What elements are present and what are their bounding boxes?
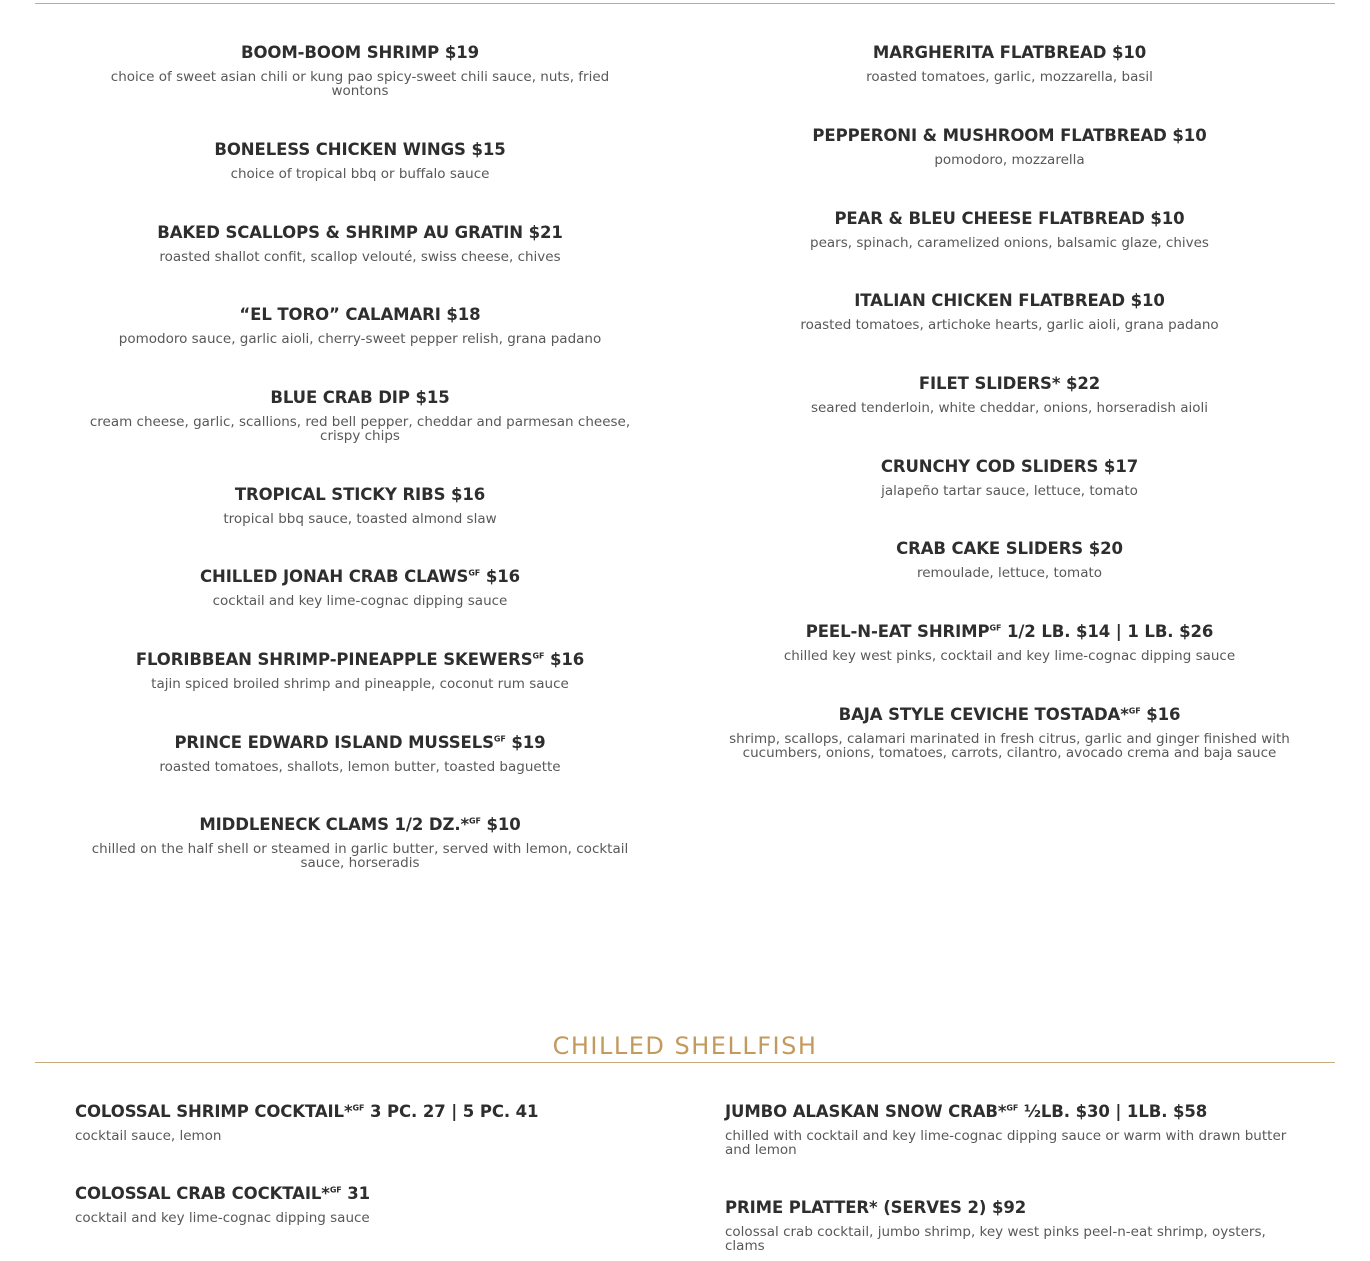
item-description: seared tenderloin, white cheddar, onions, horseradish aioli — [810, 400, 1209, 416]
menu-item — [75, 43, 645, 98]
menu-item — [717, 622, 1302, 663]
gluten-free-mark: GF — [469, 816, 481, 826]
menu-item — [75, 388, 645, 443]
item-name: PEAR & BLEU CHEESE FLATBREAD $10 — [834, 209, 1185, 228]
item-name: PEEL-N-EAT $SHRIMP^{GF}$ 1/2 LB. $14 | 1 LB. $26 — [805, 622, 1214, 641]
item-name: TROPICAL STICKY RIBS $16 — [234, 485, 486, 504]
item-name: CRUNCHY COD SLIDERS $17 — [880, 457, 1139, 476]
menu-item — [75, 650, 645, 691]
menu-item — [717, 43, 1302, 84]
item-description: chilled key west pinks, cocktail and key lime-cognac dipping sauce — [783, 648, 1236, 664]
menu-item — [75, 815, 645, 870]
item-description: roasted tomatoes, shallots, lemon butter, toasted baguette — [159, 759, 561, 775]
item-name: FLORIBBEAN SHRIMP-PINEAPPLE $SKEWERS^{GF}$ $16 — [135, 650, 585, 669]
item-description: roasted tomatoes, artichoke hearts, garlic aioli, grana padano — [800, 317, 1219, 333]
menu-item — [75, 1184, 655, 1225]
item-description: tajin spiced broiled shrimp and pineapple, coconut rum sauce — [151, 676, 569, 692]
menu-item — [725, 1198, 1295, 1253]
item-name: PRINCE EDWARD ISLAND $MUSSELS^{GF}$ $19 — [174, 733, 546, 752]
item-name: BAKED SCALLOPS & SHRIMP AU GRATIN $21 — [157, 223, 563, 242]
item-name: FILET SLIDERS* $22 — [918, 374, 1101, 393]
item-description: pomodoro, mozzarella — [934, 152, 1085, 168]
item-description: tropical bbq sauce, toasted almond slaw — [223, 511, 497, 527]
item-description: choice of tropical bbq or buffalo sauce — [230, 166, 490, 182]
gluten-free-mark: GF — [329, 1185, 342, 1195]
item-name: BONELESS CHICKEN WINGS $15 — [214, 140, 506, 159]
item-description: colossal crab cocktail, jumbo shrimp, key west pinks peel-n-eat shrimp, oysters, clams — [725, 1224, 1266, 1254]
menu-item — [717, 209, 1302, 250]
menu-item — [75, 1102, 655, 1143]
menu-item — [717, 457, 1302, 498]
menu-item — [75, 733, 645, 774]
item-description: pears, spinach, caramelized onions, balsamic glaze, chives — [810, 235, 1209, 251]
gluten-free-mark: GF — [1128, 706, 1141, 716]
item-name: CHILLED JONAH CRAB $CLAWS^{GF}$ $16 — [200, 567, 520, 586]
gluten-free-mark: GF — [352, 1103, 365, 1113]
menu-item — [75, 567, 645, 608]
menu-item — [75, 223, 645, 264]
menu-item — [717, 374, 1302, 415]
menu-item — [75, 485, 645, 526]
item-description: chilled on the half shell or steamed in garlic butter, served with lemon, cocktail sauce, horseradis — [91, 841, 629, 871]
item-description: chilled with cocktail and key lime-cognac dipping sauce or warm with drawn butter and lemon — [725, 1128, 1287, 1158]
item-name: JUMBO ALASKAN SNOW CRAB*$^{GF}$ ½LB. $30 | 1LB. $58 — [725, 1102, 1208, 1121]
item-name: COLOSSAL CRAB COCKTAIL*$^{GF}$ 31 — [75, 1184, 371, 1203]
item-description: jalapeño tartar sauce, lettuce, tomato — [881, 483, 1138, 499]
menu-item — [725, 1102, 1295, 1157]
item-name: “EL TORO” CALAMARI $18 — [239, 305, 481, 324]
menu-item — [717, 291, 1302, 332]
item-name: BAJA STYLE CEVICHE TOSTADA*$^{GF}$ $16 — [838, 705, 1181, 724]
item-name: MIDDLENECK CLAMS 1/2 DZ.*$^{GF}$ $10 — [199, 815, 521, 834]
menu-item — [75, 140, 645, 181]
item-description: remoulade, lettuce, tomato — [916, 565, 1103, 581]
menu-item — [75, 305, 645, 346]
item-description: roasted tomatoes, garlic, mozzarella, basil — [866, 69, 1153, 85]
item-name: COLOSSAL SHRIMP COCKTAIL*$^{GF}$ 3 PC. 27 | 5 PC. 41 — [75, 1102, 539, 1121]
item-description: pomodoro sauce, garlic aioli, cherry-sweet pepper relish, grana padano — [118, 331, 602, 347]
item-name: BLUE CRAB DIP $15 — [270, 388, 450, 407]
gluten-free-mark: GF — [493, 734, 506, 744]
gluten-free-mark: GF — [989, 623, 1002, 633]
item-description: cocktail and key lime-cognac dipping sauce — [75, 1210, 370, 1226]
gluten-free-mark: GF — [532, 651, 545, 661]
top-divider — [35, 3, 1335, 4]
item-name: PRIME PLATTER* (SERVES 2) $92 — [725, 1198, 1027, 1217]
menu-item — [717, 705, 1302, 760]
item-name: CRAB CAKE SLIDERS $20 — [896, 539, 1123, 558]
item-description: shrimp, scallops, calamari marinated in fresh citrus, garlic and ginger finished with cucumbers, onions, tomatoes, carrots, cilantro, avocado crema and baja sauce — [729, 731, 1290, 761]
item-description: cocktail and key lime-cognac dipping sauce — [212, 593, 508, 609]
item-description: cocktail sauce, lemon — [75, 1128, 222, 1144]
item-name: BOOM-BOOM SHRIMP $19 — [241, 43, 479, 62]
item-name: ITALIAN CHICKEN FLATBREAD $10 — [854, 291, 1165, 310]
item-description: roasted shallot confit, scallop velouté, swiss cheese, chives — [159, 249, 561, 265]
section-title-chilled-shellfish: CHILLED SHELLFISH — [552, 1032, 818, 1060]
item-name: PEPPERONI & MUSHROOM FLATBREAD $10 — [812, 126, 1207, 145]
menu-item — [717, 126, 1302, 167]
item-description: choice of sweet asian chili or kung pao spicy-sweet chili sauce, nuts, fried wontons — [110, 69, 610, 99]
item-name: MARGHERITA FLATBREAD $10 — [872, 43, 1147, 62]
gluten-free-mark: GF — [468, 568, 481, 578]
menu-item — [717, 539, 1302, 580]
gluten-free-mark: GF — [1006, 1103, 1019, 1113]
item-description: cream cheese, garlic, scallions, red bell pepper, cheddar and parmesan cheese, crispy chips — [89, 414, 631, 444]
section-divider — [35, 1062, 1335, 1063]
